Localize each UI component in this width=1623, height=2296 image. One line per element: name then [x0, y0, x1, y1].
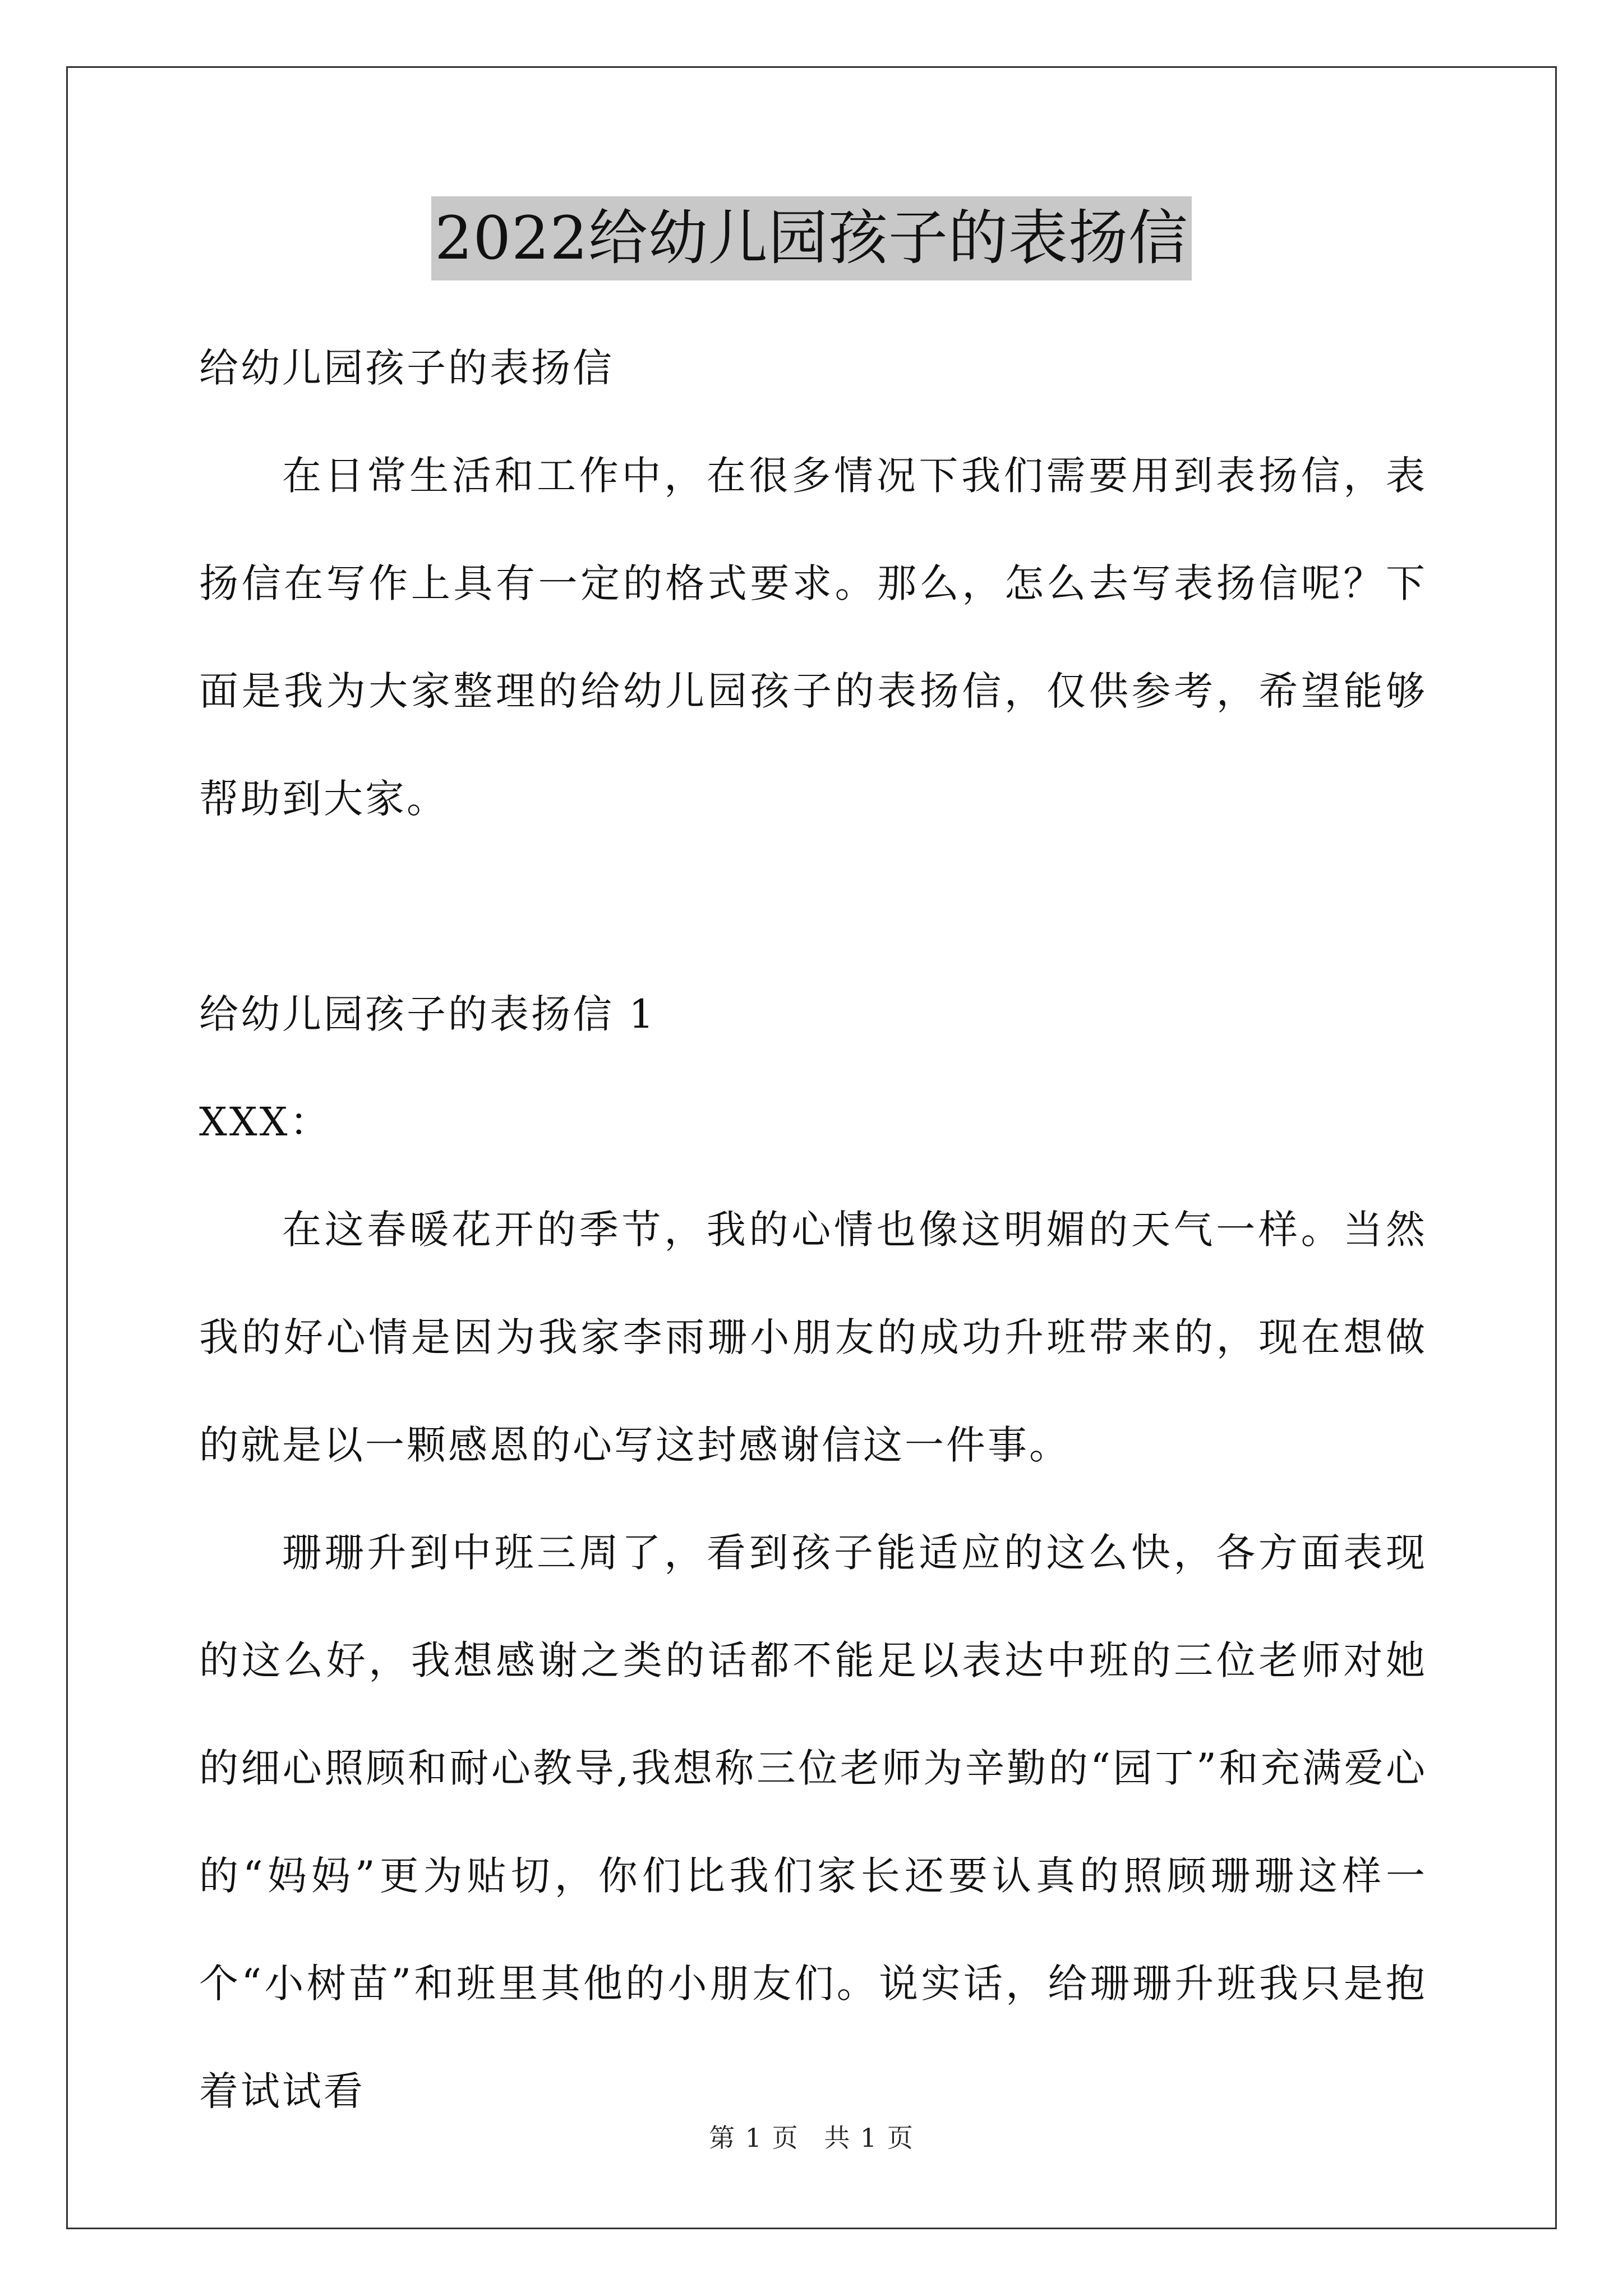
- page-number: 第 1 页: [709, 2123, 799, 2153]
- title-container: [0, 196, 1623, 280]
- salutation: XXX：: [199, 1099, 331, 1145]
- document-body: [199, 314, 1427, 2145]
- body-paragraph-1: 在这春暖花开的季节，我的心情也像这明媚的天气一样。当然我的好心情是因为我家李雨珊小朋友的成功升班带来的，现在想做的就是以一颗感恩的心写这封感谢信这一件事。: [199, 1207, 1427, 1468]
- subtitle: 给幼儿园孩子的表扬信: [199, 345, 614, 391]
- intro-paragraph: 在日常生活和工作中，在很多情况下我们需要用到表扬信，表扬信在写作上具有一定的格式要求。那么，怎么去写表扬信呢？下面是我为大家整理的给幼儿园孩子的表扬信，仅供参考，希望能够帮助到大家。: [199, 453, 1427, 822]
- body-paragraph-2: 珊珊升到中班三周了，看到孩子能适应的这么快，各方面表现的这么好，我想感谢之类的话都不能足以表达中班的三位老师对她的细心照顾和耐心教导,我想称三位老师为辛勤的“园丁”和充满爱心的“妈妈”更为贴切，你们比我们家长还要认真的照顾珊珊这样一个“小树苗”和班里其他的小朋友们。说实话，给珊珊升班我只是抱着试试看: [199, 1530, 1427, 2114]
- page-footer: [0, 2118, 1623, 2155]
- page-total: 共 1 页: [824, 2123, 914, 2153]
- document-title: 2022给幼儿园孩子的表扬信: [431, 196, 1192, 280]
- section-heading: 给幼儿园孩子的表扬信 1: [199, 991, 656, 1037]
